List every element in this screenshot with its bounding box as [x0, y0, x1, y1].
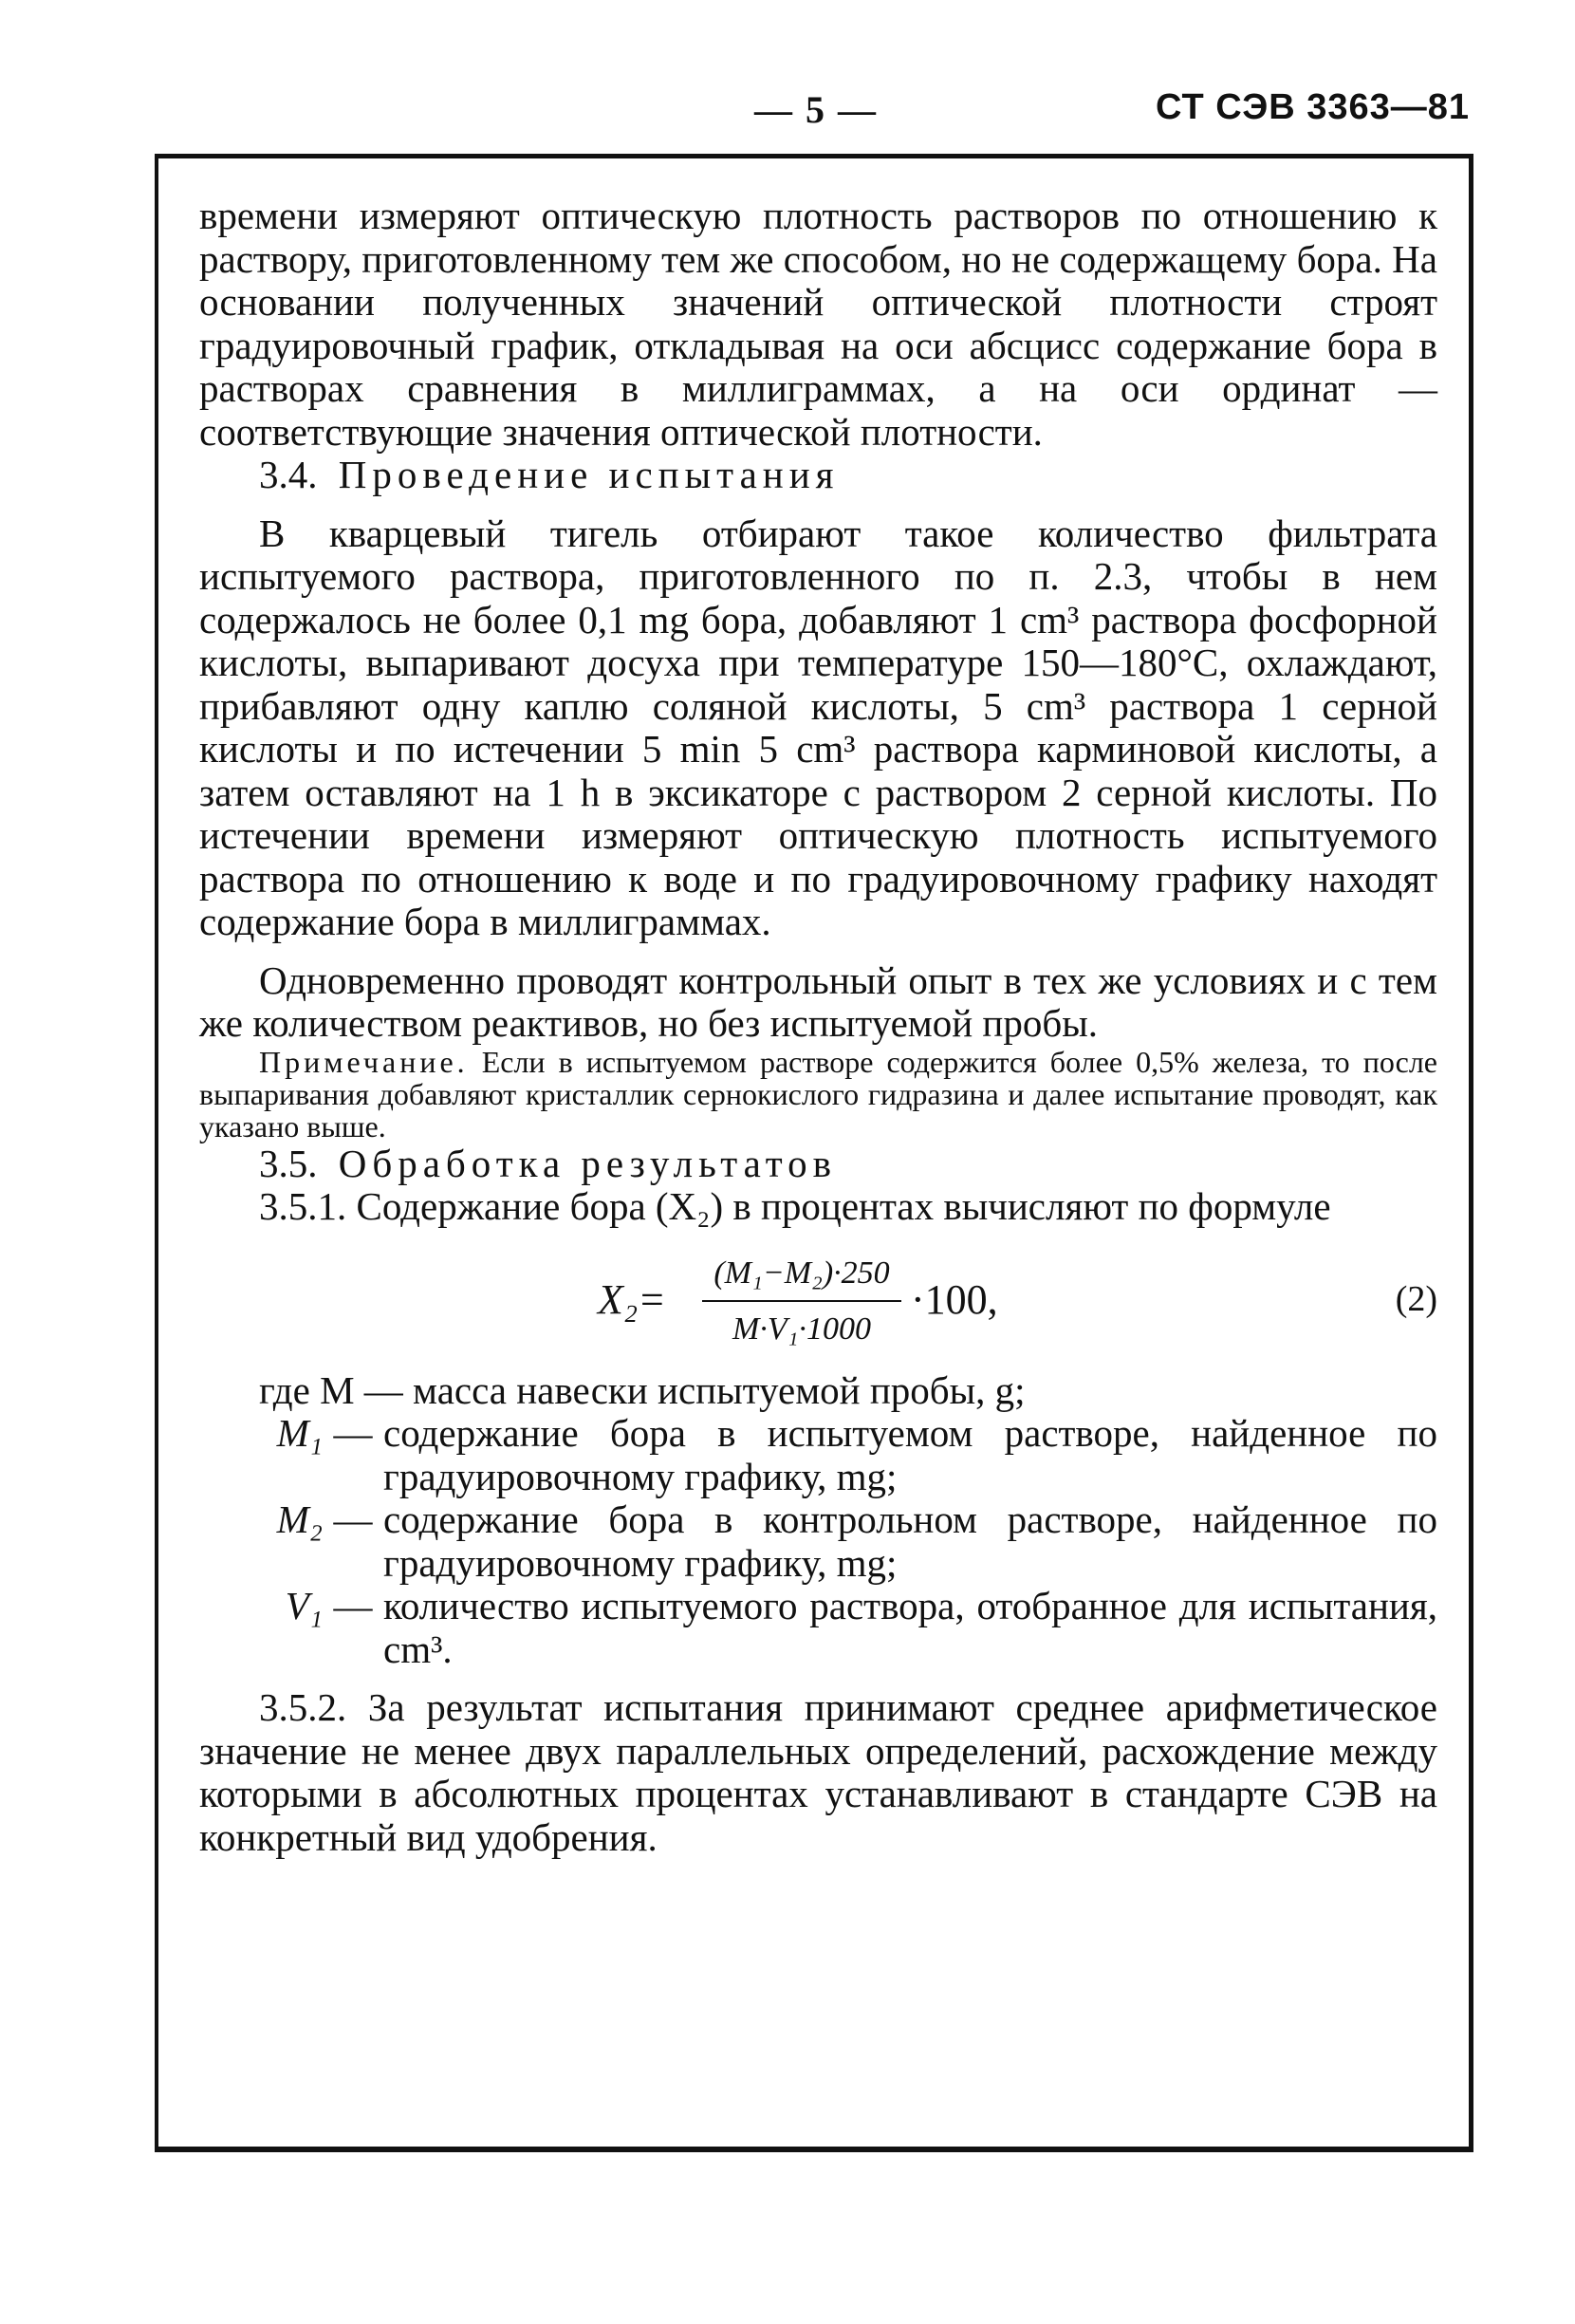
formula-numerator: (M₁−M₂)·250 [702, 1252, 901, 1303]
standard-code: СТ СЭВ 3363—81 [1156, 87, 1471, 127]
formula-rhs: ·100, [911, 1275, 998, 1323]
paragraph-control-test: Одновременно проводят контрольный опыт в тех же условиях и с тем же количеством реактивов, но без испытуемой пробы. [199, 957, 1437, 1045]
section-heading-3-4 [199, 454, 1437, 497]
definition-text: содержание бора в контрольном растворе, найденное по градуировочному графику, mg; [383, 1497, 1437, 1585]
definitions-lead: где M — масса навески испытуемой пробы, g; [259, 1367, 1026, 1412]
section-heading-3-5 [199, 1143, 1437, 1186]
formula-label: (2) [1395, 1278, 1437, 1319]
formula-lhs: X₂= [598, 1275, 666, 1323]
formula-fraction [702, 1252, 901, 1351]
definition-text: количество испытуемого раствора, отобранное для испытания, cm³. [383, 1584, 1437, 1671]
definition-text: содержание бора в испытуемом растворе, найденное по градуировочному графику, mg; [383, 1411, 1437, 1498]
document-body [199, 195, 1437, 1859]
definition-item [199, 1585, 1437, 1671]
note [199, 1046, 1437, 1143]
formula [199, 1252, 1437, 1356]
definition-item [199, 1412, 1437, 1498]
formula-denominator: M·V₁·1000 [732, 1311, 871, 1347]
paragraph-formula-intro: 3.5.1. Содержание бора (X₂) в процентах вычисляют по формуле [259, 1184, 1331, 1228]
section-title: Проведение испытания [338, 453, 840, 496]
section-number: 3.5. [259, 1141, 318, 1185]
paragraph-test-procedure: В кварцевый тигель отбирают такое количество фильтрата испытуемого раствора, приготовленного по п. 2.3, чтобы в нем содержалось не более 0,1 mg бора, добавляют 1 cm³ раствора фосфорной кислоты, выпаривают досуха при температуре 150—180°С, охлаждают, прибавляют одну каплю соляной кислоты, 5 cm³ раствора 1 серной кислоты и по истечении 5 min 5 cm³ раствора карминовой кислоты, а затем оставляют на 1 h в эксикаторе с раствором 2 серной кислоты. По истечении времени измеряют оптическую плотность испытуемого раствора по отношению к воде и по градуировочному графику находят содержание бора в миллиграммах. [199, 511, 1437, 943]
note-text: Если в испытуемом растворе содержится более 0,5% железа, то после выпаривания добавляют кристаллик сернокислого гидразина и далее испытание проводят, как указано выше. [199, 1044, 1438, 1143]
definition-symbol: M₁ [276, 1411, 323, 1455]
definition-dash: — [333, 1411, 373, 1455]
section-title: Обработка результатов [338, 1141, 838, 1185]
paragraph-calibration: времени измеряют оптическую плотность растворов по отношению к раствору, приготовленному тем же способом, но не содержащему бора. На основании полученных значений оптической плотности строят градуировочный график, откладывая на оси абсцисс содержание бора в растворах сравнения в миллиграммах, а на оси ординат — соответствующие значения оптической плотности. [199, 194, 1437, 454]
definition-item [199, 1498, 1437, 1585]
page-header [0, 87, 1575, 144]
definition-dash: — [333, 1497, 373, 1541]
paragraph-result: 3.5.2. За результат испытания принимают среднее арифметическое значение не менее двух параллельных определений, расхождение между которыми в абсолютных процентах устанавливают в стандарте СЭВ на конкретный вид удобрения. [199, 1685, 1437, 1859]
note-label: Примечание. [259, 1044, 469, 1079]
definition-dash: — [333, 1584, 373, 1627]
definition-symbol: M₂ [276, 1497, 323, 1541]
definition-symbol: V₁ [285, 1584, 323, 1627]
section-number: 3.4. [259, 453, 318, 496]
page-number: — 5 — [754, 88, 878, 131]
